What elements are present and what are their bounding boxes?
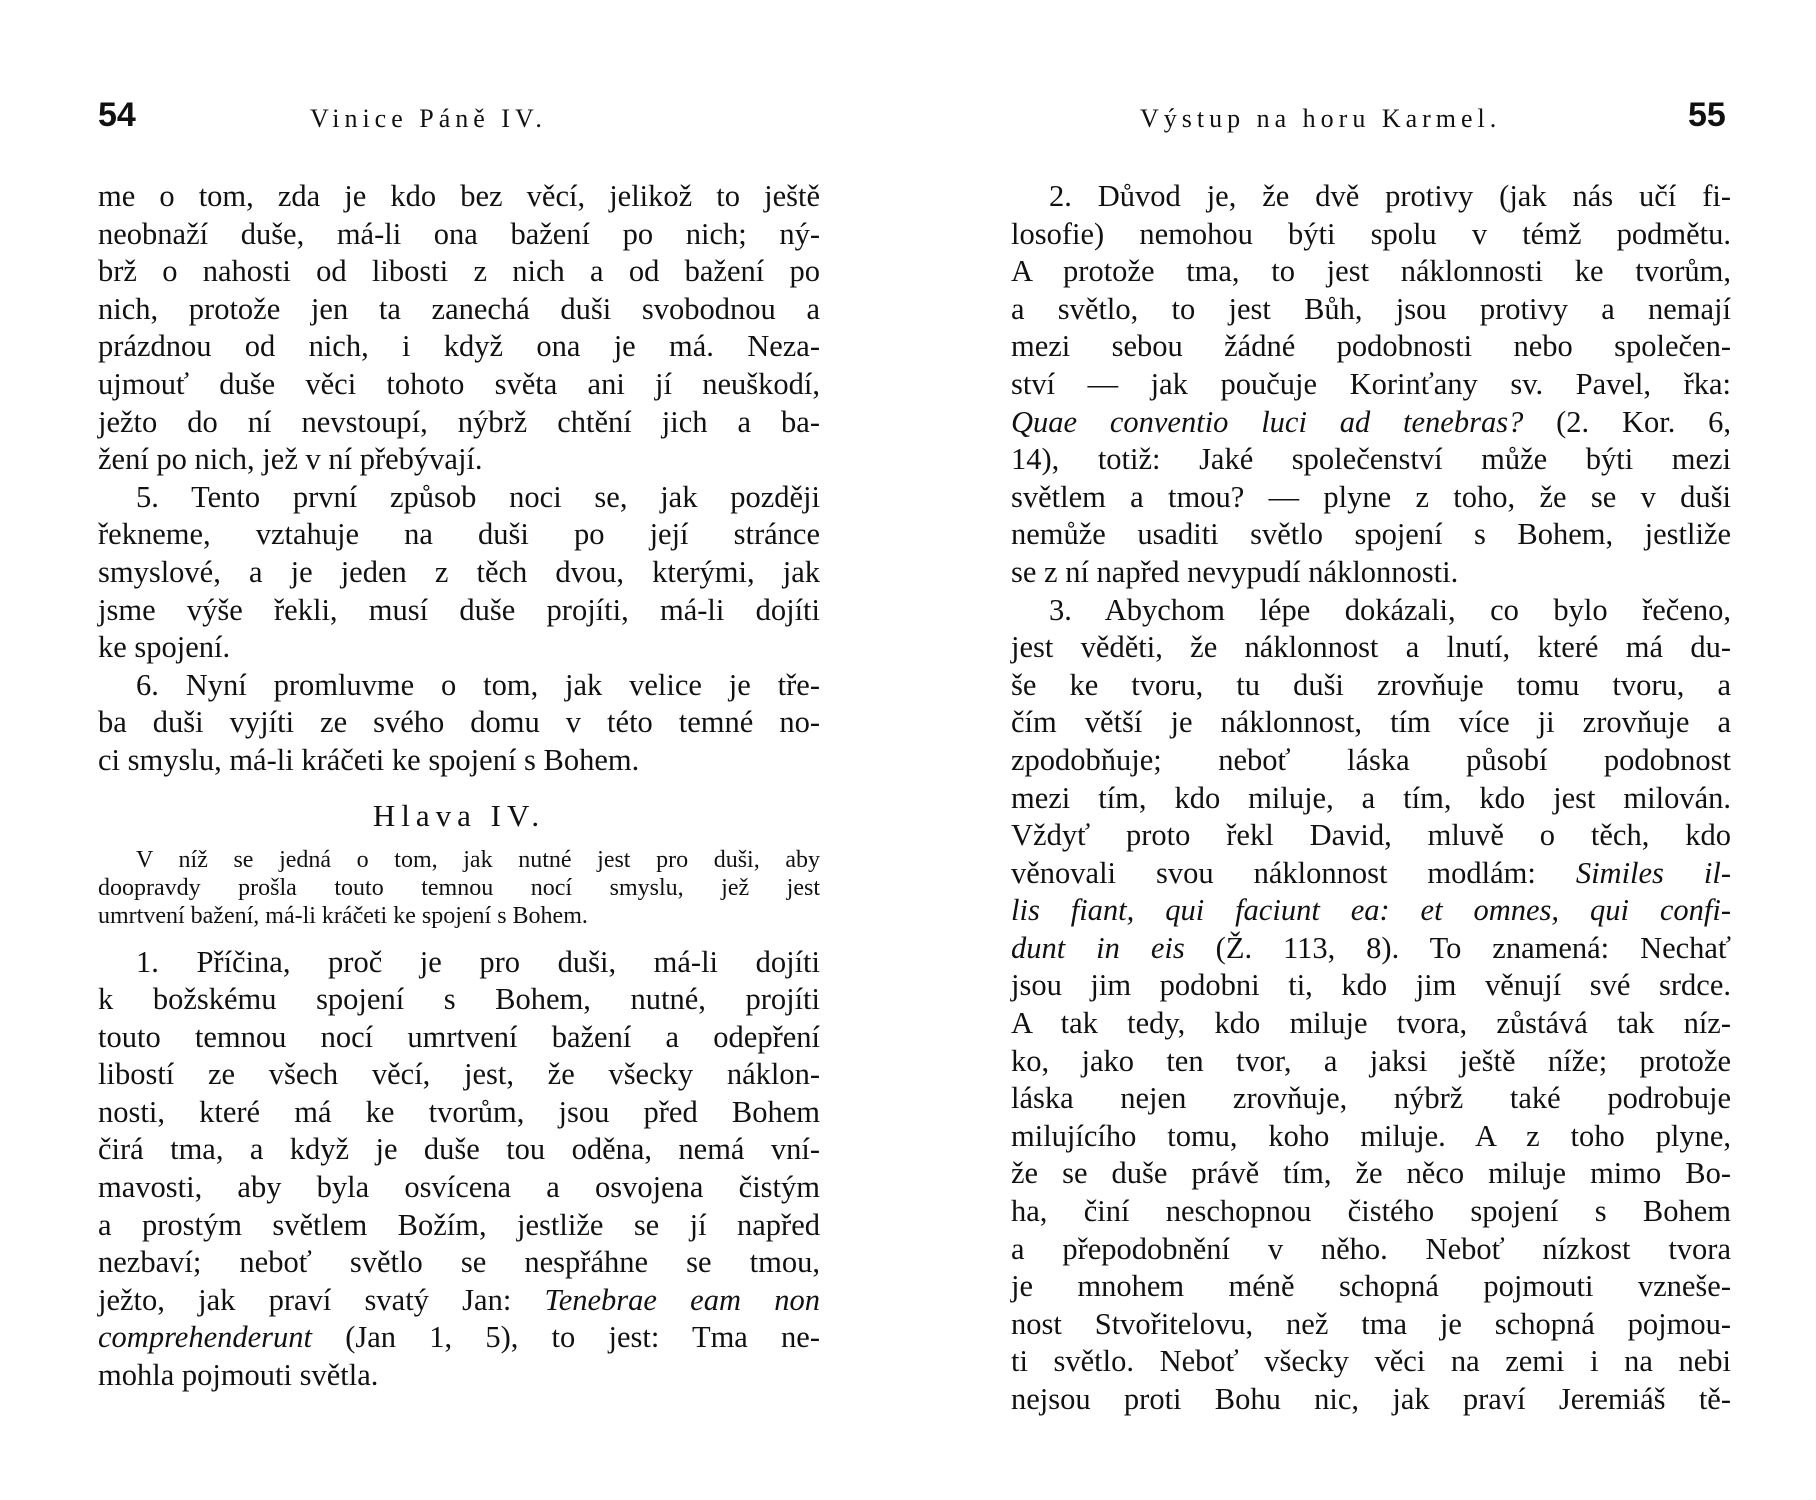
latin-quote: Tenebrae eam non (544, 1282, 820, 1317)
text-line: nezbaví; neboť světlo se nespřáhne se tmou, (98, 1245, 820, 1280)
text-line: ba duši vyjíti ze svého domu v této temné no- (98, 705, 820, 740)
left-page-header (0, 96, 908, 140)
text-line: mavosti, aby byla osvícena a osvojena čistým (98, 1170, 820, 1205)
right-page (908, 0, 1816, 1500)
latin-quote: Similes il- (1575, 855, 1731, 890)
text-line (1011, 930, 1731, 968)
paragraph (1011, 178, 1731, 592)
text-line: ujmouť duše věci tohoto světa ani jí neuškodí, (98, 366, 820, 401)
text-line: nosti, které má ke tvorům, jsou před Bohem (98, 1094, 820, 1129)
text-line: a přepodobnění v něho. Neboť nízkost tvora (1011, 1231, 1731, 1266)
text-line: A protože tma, to jest náklonnosti ke tvorům, (1011, 254, 1731, 289)
page-number: 54 (98, 96, 136, 134)
text-line (1011, 404, 1731, 442)
paragraph (98, 667, 820, 780)
text-line: nich, protože jen ta zanechá duši svobodnou a (98, 291, 820, 326)
text-line: mezi sebou žádné podobnosti nebo společen- (1011, 329, 1731, 364)
text-line: 6. Nyní promluvme o tom, jak velice je tře- (136, 667, 820, 702)
text-line: nemůže usaditi světlo spojení s Bohem, jestliže (1011, 517, 1731, 552)
text-line: jsme výše řekli, musí duše projíti, má-li dojíti (98, 592, 820, 627)
text-line: je mnohem méně schopná pojmouti vzneše- (1011, 1269, 1731, 1304)
text-line: neobnaží duše, má-li ona bažení po nich; ný- (98, 216, 820, 251)
text-line: 3. Abychom lépe dokázali, co bylo řečeno, (1049, 592, 1731, 627)
text-line (98, 1282, 820, 1320)
latin-quote: comprehenderunt (98, 1320, 313, 1355)
text-line: še ke tvoru, tu duši zrovňuje tomu tvoru, a (1011, 667, 1731, 702)
text-line (98, 1319, 820, 1357)
text-line: zpodobňuje; neboť láska působí podobnost (1011, 742, 1731, 777)
text-line: jest věděti, že náklonnost a lnutí, které má du- (1011, 630, 1731, 665)
text-run: (Ž. 113, 8). To znamená: Nechať (1184, 930, 1731, 965)
text-line: losofie) nemohou býti spolu v témž podmětu. (1011, 216, 1731, 251)
text-line: ha, činí neschopnou čistého spojení s Bohem (1011, 1194, 1731, 1229)
paragraph (98, 178, 820, 479)
text-line: řekneme, vztahuje na duši po její stránce (98, 517, 820, 552)
running-title: Vinice Páně IV. (310, 104, 547, 133)
text-run: ježto, jak praví svatý Jan: (98, 1282, 545, 1317)
text-line: že se duše právě tím, že něco miluje mimo Bo- (1011, 1156, 1731, 1191)
paragraph (1011, 592, 1731, 1419)
right-page-header (908, 96, 1816, 140)
text-line: 2. Důvod je, že dvě protivy (jak nás učí fi- (1049, 179, 1731, 213)
text-line: Vždyť proto řekl David, mluvě o těch, kdo (1011, 818, 1731, 853)
summary-line: V níž se jedná o tom, jak nutné jest pro duši, aby (136, 846, 820, 873)
paragraph (98, 944, 820, 1395)
text-line: mohla pojmouti světla. (98, 1358, 379, 1393)
text-line: žení po nich, jež v ní přebývají. (98, 442, 483, 477)
text-line (1011, 855, 1731, 893)
text-line: a prostým světlem Božím, jestliže se jí napřed (98, 1207, 820, 1242)
text-line: ježto do ní nevstoupí, nýbrž chtění jich a ba- (98, 404, 820, 439)
latin-quote: dunt in eis (1011, 930, 1185, 965)
text-line: 14), totiž: Jaké společenství může býti mezi (1011, 442, 1731, 477)
text-run: věnovali svou náklonnost modlám: (1011, 855, 1576, 890)
text-line: a světlo, to jest Bůh, jsou protivy a nemají (1011, 291, 1731, 326)
chapter-title: Hlava IV. (372, 797, 546, 833)
text-line: me o tom, zda je kdo bez věcí, jelikož to ještě (98, 179, 820, 213)
text-line: prázdnou od nich, i když ona je má. Neza- (98, 329, 820, 364)
text-line: lis fiant, qui faciunt ea: et omnes, qui confi- (1011, 893, 1731, 928)
chapter-summary (98, 844, 820, 944)
text-line: touto temnou nocí umrtvení bažení a odepření (98, 1019, 820, 1054)
text-line: ko, jako ten tvor, a jaksi ještě níže; protože (1011, 1043, 1731, 1078)
summary-line: umrtvení bažení, má-li kráčeti ke spojení s Bohem. (98, 902, 588, 929)
page-number: 55 (1688, 96, 1726, 134)
text-line: čím větší je náklonnost, tím více ji zrovňuje a (1011, 705, 1731, 740)
text-line: smyslové, a je jeden z těch dvou, kterými, jak (98, 554, 820, 589)
text-line: se z ní napřed nevypudí náklonnosti. (1011, 554, 1459, 589)
text-line: 5. Tento první způsob noci se, jak později (136, 479, 820, 514)
text-line: milujícího tomu, koho miluje. A z toho plyne, (1011, 1118, 1731, 1153)
text-line: libostí ze všech věcí, jest, že všecky náklon- (98, 1057, 820, 1092)
text-line: ke spojení. (98, 630, 231, 665)
text-line: A tak tedy, kdo miluje tvora, zůstává tak níz- (1011, 1006, 1731, 1041)
text-line: mezi tím, kdo miluje, a tím, kdo jest milován. (1011, 780, 1731, 815)
text-line: čirá tma, a když je duše tou oděna, nemá vní- (98, 1132, 820, 1167)
left-page-body (98, 178, 820, 1395)
text-line: k božskému spojení s Bohem, nutné, projíti (98, 982, 820, 1017)
right-page-body (1011, 178, 1731, 1419)
text-line: láska nejen zrovňuje, nýbrž také podrobuje (1011, 1081, 1731, 1116)
running-title: Výstup na horu Karmel. (1140, 104, 1502, 133)
text-line: ti světlo. Neboť všecky věci na zemi i na nebi (1011, 1344, 1731, 1379)
text-line: nost Stvořitelovu, než tma je schopná pojmou- (1011, 1306, 1731, 1341)
text-line: jsou jim podobni ti, kdo jim věnují své srdce. (1011, 968, 1731, 1003)
text-line: ství — jak poučuje Korinťany sv. Pavel, řka: (1011, 366, 1731, 401)
text-line: nejsou proti Bohu nic, jak praví Jeremiáš tě- (1011, 1382, 1731, 1416)
text-run: (2. Kor. 6, (1523, 404, 1731, 439)
summary-line: doopravdy prošla touto temnou nocí smyslu, jež jest (98, 874, 820, 901)
paragraph (98, 479, 820, 667)
text-line: 1. Příčina, proč je pro duši, má-li dojíti (136, 944, 820, 979)
text-line: světlem a tmou? — plyne z toho, že se v duši (1011, 479, 1731, 514)
text-line: ci smyslu, má-li kráčeti ke spojení s Bohem. (98, 742, 640, 777)
text-run: (Jan 1, 5), to jest: Tma ne- (312, 1320, 820, 1355)
text-line: brž o nahosti od libosti z nich a od bažení po (98, 254, 820, 289)
latin-quote: Quae conventio luci ad tenebras? (1011, 404, 1524, 439)
